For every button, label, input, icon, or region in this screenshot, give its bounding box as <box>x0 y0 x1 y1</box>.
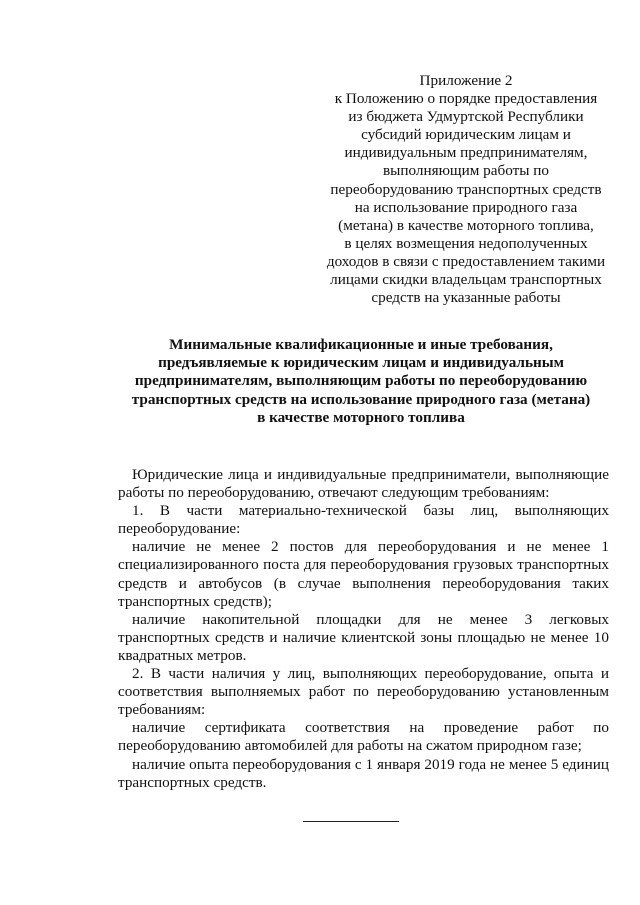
body-paragraph: наличие не менее 2 постов для переоборудования и не менее 1 специализированного поста для переоборудования грузовых транспортных средств и автобусов (в случае выполнения переоборудования таких транспортных средств); <box>118 538 609 610</box>
title-line: Минимальные квалификационные и иные требования, <box>169 336 553 353</box>
title-line: предпринимателям, выполняющим работы по переоборудованию <box>134 372 588 390</box>
title-line: предъявляемые к юридическим лицам и индивидуальным <box>158 354 564 372</box>
annex-line: субсидий юридическим лицам и <box>361 126 571 144</box>
annex-line: выполняющим работы по <box>383 162 549 180</box>
body-paragraph: наличие накопительной площадки для не менее 3 легковых транспортных средств и наличие клиентской зоны площадью не менее 10 квадратных метров. <box>118 610 609 664</box>
annex-line: из бюджета Удмуртской Республики <box>348 108 584 126</box>
title-line: транспортных средств на использование природного газа (метана) <box>131 390 591 408</box>
body-paragraph: наличие опыта переоборудования с 1 января 2019 года не менее 5 единиц транспортных средств. <box>118 755 609 791</box>
annex-line: лицами скидки владельцам транспортных <box>330 271 602 289</box>
annex-line: доходов в связи с предоставлением такими <box>326 252 606 270</box>
document-body <box>118 466 609 792</box>
annex-line: в целях возмещения недополученных <box>344 234 588 252</box>
document-title <box>100 336 622 427</box>
annex-line: индивидуальным предпринимателям, <box>344 144 588 162</box>
annex-line: Приложение 2 <box>419 72 513 89</box>
title-line: в качестве моторного топлива <box>257 408 465 426</box>
body-paragraph: наличие сертификата соответствия на проведение работ по переоборудованию автомобилей для работы на сжатом природном газе; <box>118 719 609 755</box>
annex-line: на использование природного газа <box>354 198 578 216</box>
section-2-heading: 2. В части наличия у лиц, выполняющих переоборудование, опыта и соответствия выполняемых работ по переоборудованию установленным требованиям: <box>118 665 609 719</box>
annex-line: переоборудованию транспортных средств <box>330 180 602 198</box>
annex-line: (метана) в качестве моторного топлива, <box>338 216 594 234</box>
section-1-heading: 1. В части материально-технической базы лиц, выполняющих переоборудование: <box>118 502 609 538</box>
annex-line: средств на указанные работы <box>371 289 561 307</box>
body-paragraph: Юридические лица и индивидуальные предприниматели, выполняющие работы по переоборудованию, отвечают следующим требованиям: <box>118 466 609 502</box>
annex-header <box>316 72 616 307</box>
annex-line: к Положению о порядке предоставления <box>334 90 598 108</box>
end-divider-line <box>303 821 399 822</box>
